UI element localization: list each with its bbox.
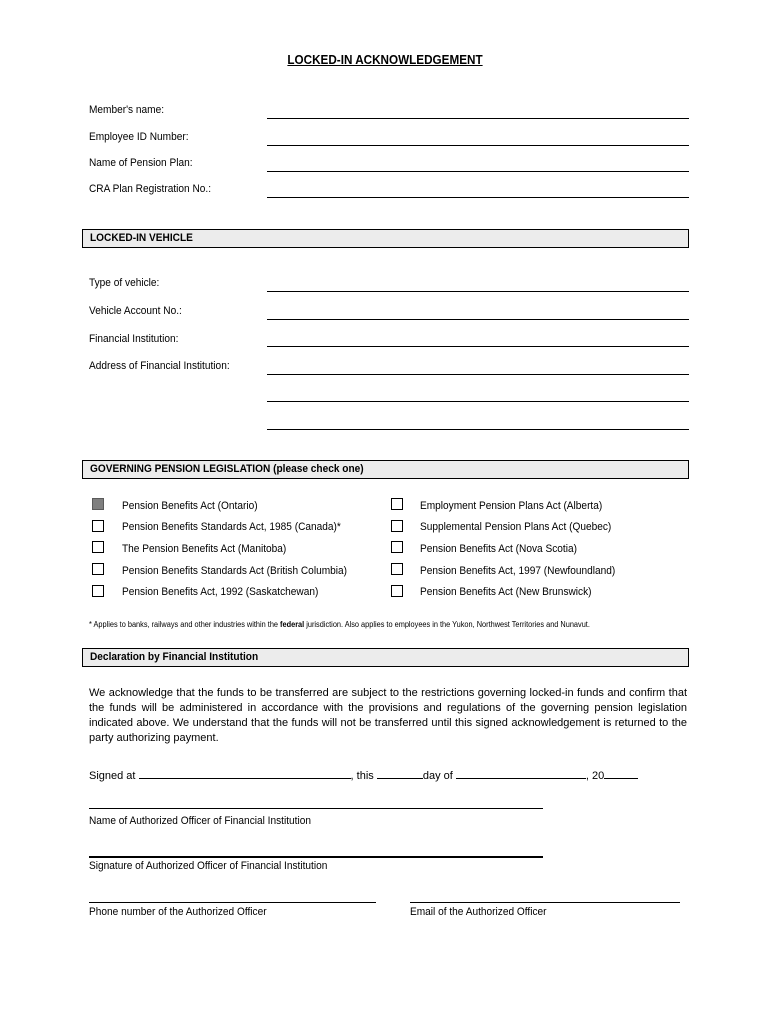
footnote-prefix: * Applies to banks, railways and other industries within the [89,620,281,629]
officer-signature-label: Signature of Authorized Officer of Financial Institution [89,860,328,872]
officer-phone-field[interactable] [89,902,376,903]
this-label: , this [350,770,374,782]
canada-option-label: Pension Benefits Standards Act, 1985 (Canada)* [122,521,341,533]
canada-checkbox[interactable] [92,520,104,532]
officer-email-label: Email of the Authorized Officer [410,906,547,918]
employee-id-field[interactable] [267,145,689,146]
new-brunswick-option-label: Pension Benefits Act (New Brunswick) [420,586,592,598]
declaration-heading [82,648,689,667]
ontario-checkbox[interactable] [92,498,104,510]
vehicle-account-field[interactable] [267,319,689,320]
declaration-paragraph: We acknowledge that the funds to be transferred are subject to the restrictions governing locked-in funds and confirm that the funds will be administered in accordance with the provisions and regulations of the governing pension legislation indicated above. We understand that the funds will not be transferred until this signed acknowledgement is returned to the party authorizing payment. [89,687,687,744]
cra-registration-label: CRA Plan Registration No.: [89,183,212,195]
quebec-checkbox[interactable] [391,520,403,532]
institution-address-label: Address of Financial Institution: [89,360,230,372]
officer-signature-field[interactable] [89,856,543,858]
financial-institution-label: Financial Institution: [89,333,179,345]
cra-registration-field[interactable] [267,197,689,198]
member-name-field[interactable] [267,118,689,119]
newfoundland-checkbox[interactable] [391,563,403,575]
alberta-option-label: Employment Pension Plans Act (Alberta) [420,500,603,512]
member-name-label: Member's name: [89,104,165,116]
alberta-checkbox[interactable] [391,498,403,510]
financial-institution-field[interactable] [267,346,689,347]
manitoba-option-label: The Pension Benefits Act (Manitoba) [122,543,287,555]
declaration-heading-text: Declaration by Financial Institution [90,651,259,663]
governing-legislation-heading [82,460,689,479]
saskatchewan-option-label: Pension Benefits Act, 1992 (Saskatchewan) [122,586,319,598]
comma-20-label: , 20 [585,770,605,782]
form-title: LOCKED-IN ACKNOWLEDGEMENT [287,52,483,67]
pension-plan-name-label: Name of Pension Plan: [89,157,193,169]
month-field[interactable] [456,767,586,779]
officer-email-field[interactable] [410,902,680,903]
governing-legislation-heading-text: GOVERNING PENSION LEGISLATION (please check one) [90,463,364,475]
day-of-label: day of [422,770,453,782]
officer-name-field[interactable] [89,808,543,809]
vehicle-type-field[interactable] [267,291,689,292]
new-brunswick-checkbox[interactable] [391,585,403,597]
saskatchewan-checkbox[interactable] [92,585,104,597]
vehicle-type-label: Type of vehicle: [89,277,160,289]
pension-plan-name-field[interactable] [267,171,689,172]
institution-address-field-2[interactable] [267,401,689,402]
signed-at-location-field[interactable] [139,767,351,779]
federal-jurisdiction-footnote [89,620,590,629]
footnote-suffix: jurisdiction. Also applies to employees in the Yukon, Northwest Territories and Nunavut. [304,620,590,629]
nova-scotia-checkbox[interactable] [391,541,403,553]
british-columbia-checkbox[interactable] [92,563,104,575]
employee-id-label: Employee ID Number: [89,131,189,143]
officer-name-label: Name of Authorized Officer of Financial Institution [89,815,312,827]
british-columbia-option-label: Pension Benefits Standards Act (British Columbia) [122,565,347,577]
institution-address-field-1[interactable] [267,374,689,375]
officer-phone-label: Phone number of the Authorized Officer [89,906,267,918]
footnote-federal-bold: federal [280,620,305,629]
ontario-option-label: Pension Benefits Act (Ontario) [122,500,258,512]
nova-scotia-option-label: Pension Benefits Act (Nova Scotia) [420,543,577,555]
signed-at-line [89,767,638,782]
vehicle-account-label: Vehicle Account No.: [89,305,182,317]
quebec-option-label: Supplemental Pension Plans Act (Quebec) [420,521,612,533]
locked-in-vehicle-heading [82,229,689,248]
manitoba-checkbox[interactable] [92,541,104,553]
locked-in-vehicle-heading-text: LOCKED-IN VEHICLE [90,232,193,244]
day-field[interactable] [377,767,423,779]
year-field[interactable] [604,767,638,779]
newfoundland-option-label: Pension Benefits Act, 1997 (Newfoundland) [420,565,616,577]
signed-at-label: Signed at [89,770,136,782]
institution-address-field-3[interactable] [267,429,689,430]
